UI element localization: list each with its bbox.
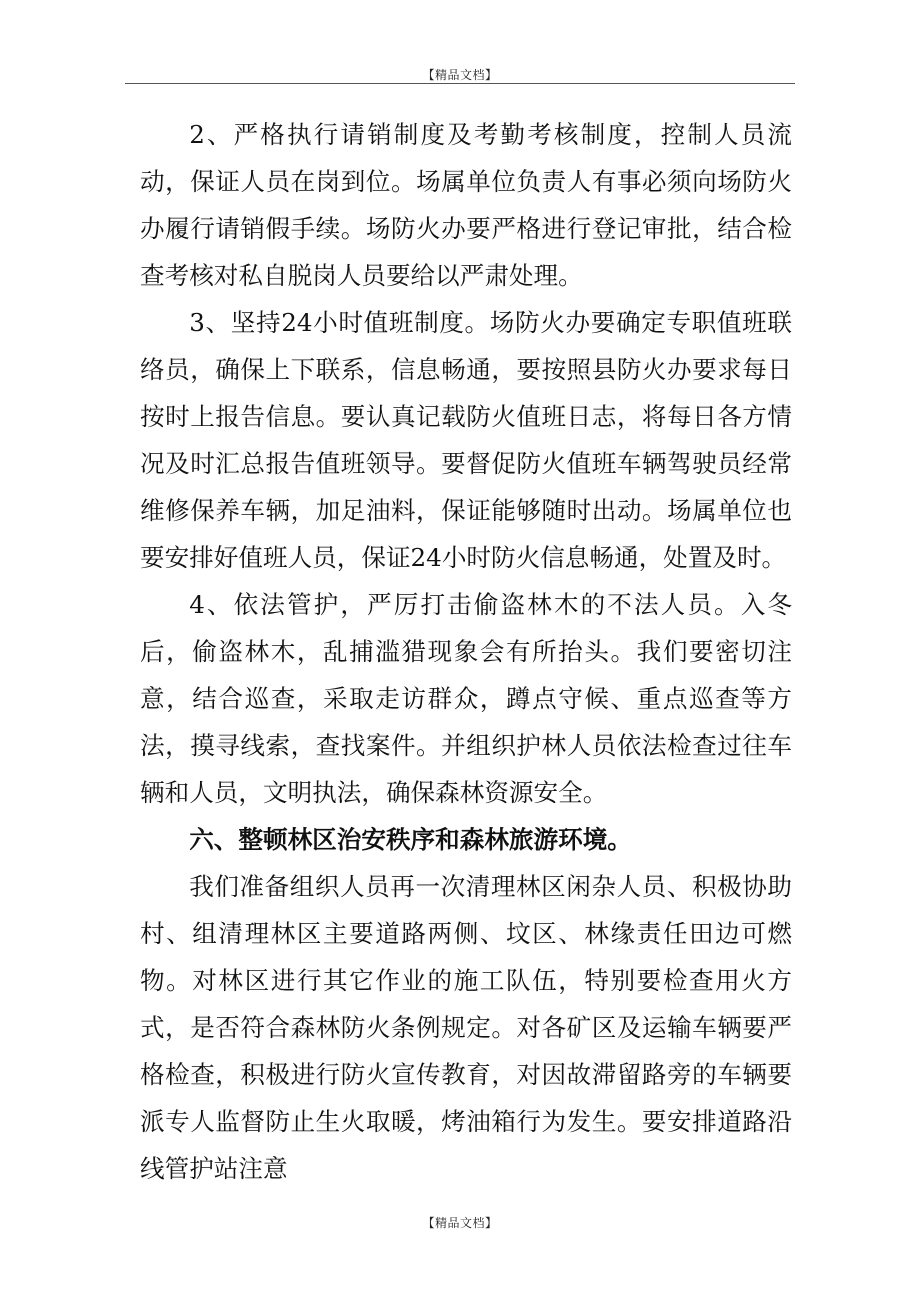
header-divider — [125, 83, 795, 84]
document-body — [140, 111, 792, 1192]
page-footer-label: 【精品文档】 — [422, 1216, 498, 1230]
paragraph-attendance-rules: 2、严格执行请销制度及考勤考核制度，控制人员流动，保证人员在岗到位。场属单位负责人有事必须向场防火办履行请销假手续。场防火办要严格进行登记审批，结合检查考核对私自脱岗人员要给以严肃处理。 — [140, 120, 792, 290]
paragraph-duty-system: 3、坚持24小时值班制度。场防火办要确定专职值班联络员，确保上下联系，信息畅通，要按照县防火办要求每日按时上报告信息。要认真记载防火值班日志，将每日各方情况及时汇总报告值班领导。要督促防火值班车辆驾驶员经常维修保养车辆，加足油料，保证能够随时出动。场属单位也要安排好值班人员，保证24小时防火信息畅通，处置及时。 — [140, 308, 792, 572]
paragraph-clearing-plan: 我们准备组织人员再一次清理林区闲杂人员、积极协助村、组清理林区主要道路两侧、坟区、林缘责任田边可燃物。对林区进行其它作业的施工队伍，特别要检查用火方式，是否符合森林防火条例规定。对各矿区及运输车辆要严格检查，积极进行防火宣传教育，对因故滞留路旁的车辆要派专人监督防止生火取暖，烤油箱行为发生。要安排道路沿线管护站注意 — [140, 872, 792, 1183]
paragraph-forest-protection: 4、依法管护，严厉打击偷盗林木的不法人员。入冬后，偷盗林木，乱捕滥猎现象会有所抬头。我们要密切注意，结合巡查，采取走访群众，蹲点守候、重点巡查等方法，摸寻线索，查找案件。并组织护林人员依法检查过往车辆和人员，文明执法，确保森林资源安全。 — [140, 590, 792, 807]
page-header-label: 【精品文档】 — [422, 68, 498, 82]
section-heading-public-order: 六、整顿林区治安秩序和森林旅游环境。 — [189, 825, 632, 854]
